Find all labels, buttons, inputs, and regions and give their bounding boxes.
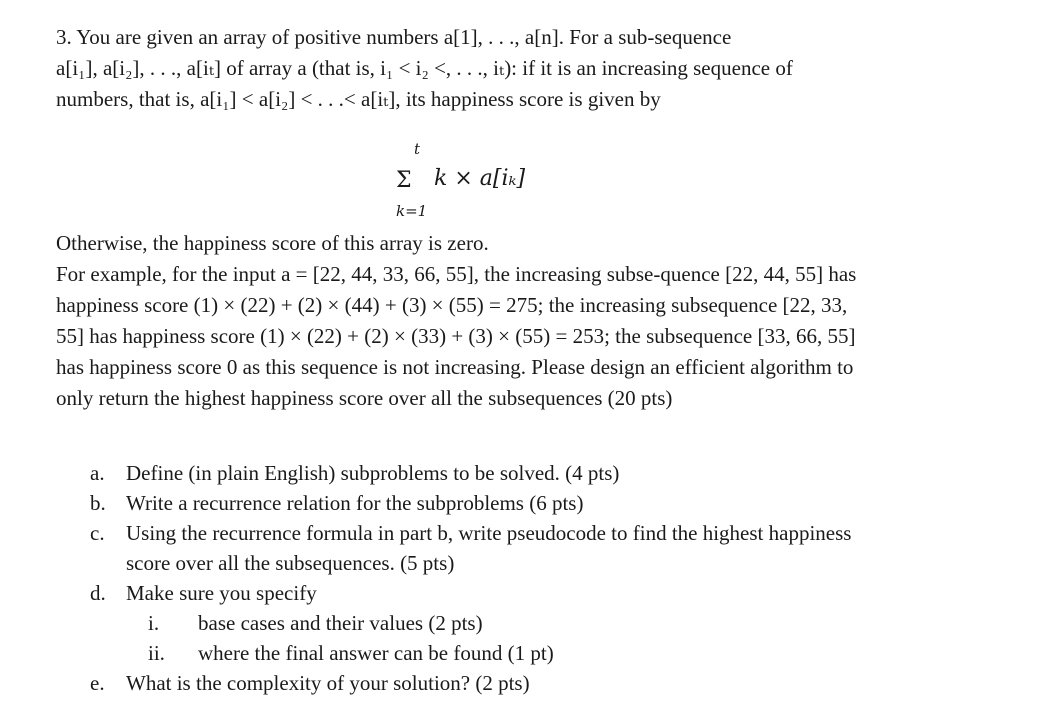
part-b bbox=[90, 488, 950, 518]
part-text: Define (in plain English) subproblems to be solved. (4 pts) bbox=[126, 461, 620, 485]
part-marker: c. bbox=[90, 521, 105, 545]
part-e bbox=[90, 668, 950, 698]
continuation-line-3: happiness score (1) × (22) + (2) × (44) + (3) × (55) = 275; the increasing subsequence [22, 33, bbox=[56, 293, 848, 317]
formula-term: k × a[iₖ] bbox=[434, 166, 526, 191]
continuation-line-2: For example, for the input a = [22, 44, 33, 66, 55], the increasing subse-quence [22, 44, 55] has bbox=[56, 262, 857, 286]
part-text: Make sure you specify bbox=[126, 581, 317, 605]
part-marker: d. bbox=[90, 581, 106, 605]
part-d-i bbox=[90, 608, 950, 638]
part-marker: e. bbox=[90, 671, 105, 695]
subpart-text: base cases and their values (2 pts) bbox=[198, 611, 483, 635]
formula-lower-limit: k=1 bbox=[396, 202, 428, 220]
subpart-marker: ii. bbox=[148, 641, 165, 665]
part-a bbox=[90, 458, 950, 488]
parts-list bbox=[90, 458, 950, 698]
subpart-marker: i. bbox=[148, 611, 160, 635]
continuation-line-6: only return the highest happiness score over all the subsequences (20 pts) bbox=[56, 386, 673, 410]
problem-document bbox=[56, 22, 956, 695]
continuation-line-4: 55] has happiness score (1) × (22) + (2) × (33) + (3) × (55) = 253; the subsequence [33, 66, 55] bbox=[56, 324, 856, 348]
part-text: What is the complexity of your solution? (2 pts) bbox=[126, 671, 530, 695]
part-d-ii bbox=[90, 638, 950, 668]
part-d bbox=[90, 578, 950, 608]
part-c bbox=[90, 518, 950, 578]
part-c-line-2: score over all the subsequences. (5 pts) bbox=[126, 551, 455, 575]
problem-continuation bbox=[56, 228, 956, 414]
problem-line-3: numbers, that is, a[i₁] < a[i₂] < . . .< a[iₜ], its happiness score is given by bbox=[56, 87, 661, 111]
problem-line-2: a[i₁], a[i₂], . . ., a[iₜ] of array a (that is, i₁ < i₂ <, . . ., iₜ): if it is an increasing sequence of bbox=[56, 56, 793, 80]
continuation-line-1: Otherwise, the happiness score of this array is zero. bbox=[56, 231, 489, 255]
formula-sigma: Σ bbox=[396, 168, 412, 193]
problem-line-1: 3. You are given an array of positive numbers a[1], . . ., a[n]. For a sub-sequence bbox=[56, 25, 732, 49]
continuation-line-5: has happiness score 0 as this sequence is not increasing. Please design an efficient algorithm to bbox=[56, 355, 854, 379]
formula-upper-limit: t bbox=[414, 140, 421, 158]
part-marker: a. bbox=[90, 461, 105, 485]
happiness-formula bbox=[396, 140, 596, 230]
subpart-text: where the final answer can be found (1 pt) bbox=[198, 641, 554, 665]
part-text: Write a recurrence relation for the subproblems (6 pts) bbox=[126, 491, 584, 515]
part-marker: b. bbox=[90, 491, 106, 515]
part-c-line-1: Using the recurrence formula in part b, write pseudocode to find the highest happiness bbox=[126, 521, 852, 545]
part-text bbox=[126, 518, 950, 578]
